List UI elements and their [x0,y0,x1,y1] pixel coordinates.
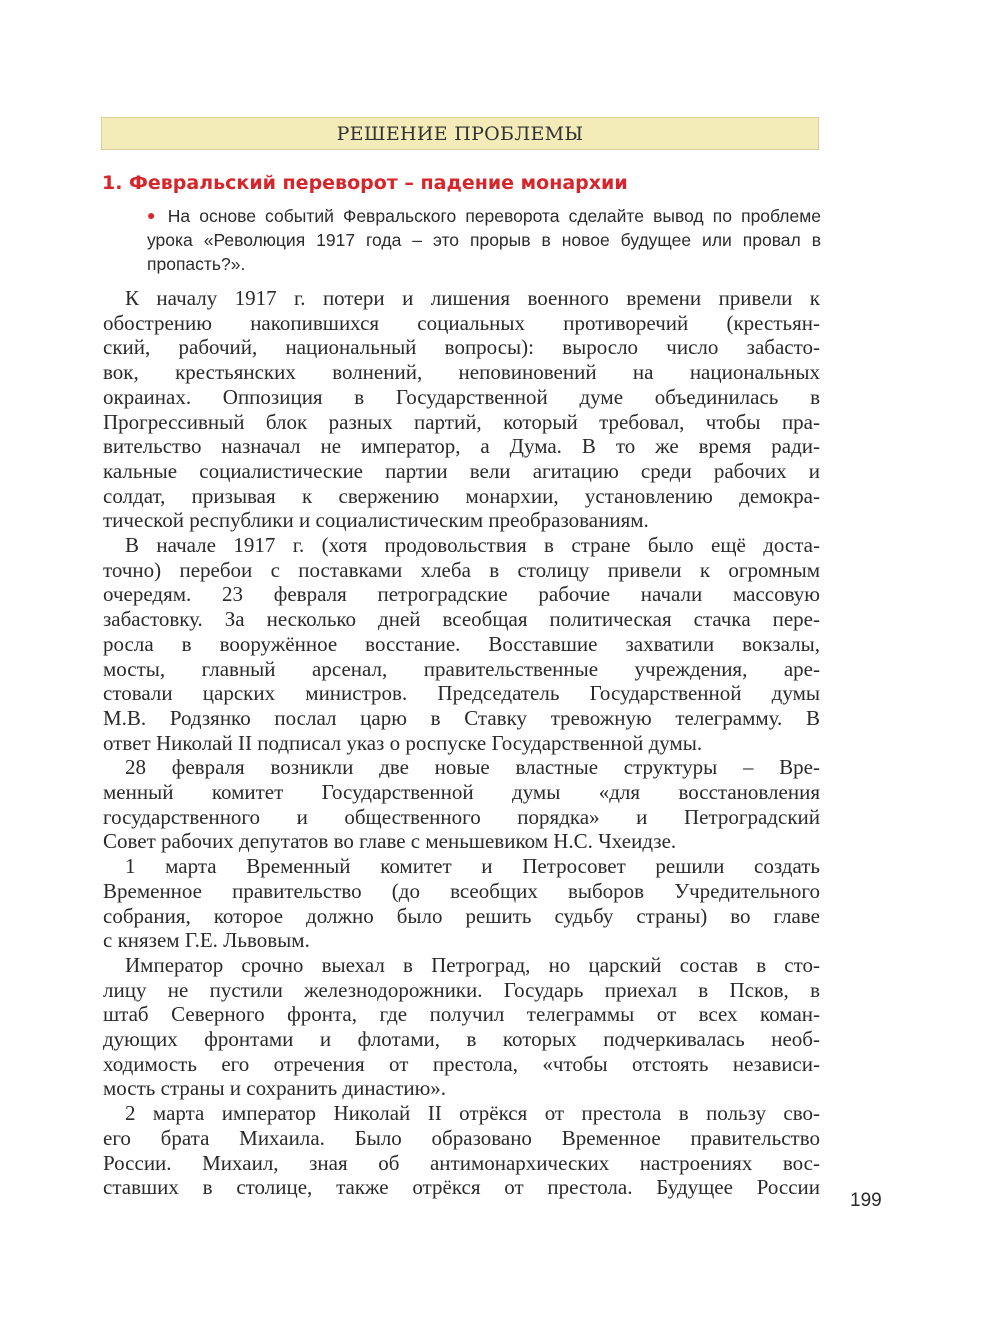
body-line: Император срочно выехал в Петроград, но царский состав в сто- [125,952,820,977]
body-line: 1 марта Временный комитет и Петросовет решили создать [125,854,820,879]
body-line: его брата Михаила. Было образовано Временное правительство [103,1125,820,1150]
body-line: солдат, призывая к свержению монархии, установлению демокра- [103,483,820,508]
body-line: менный комитет Государственной думы «для восстановления [103,780,820,804]
body-line: 2 марта император Николай II отрёкся от престола в пользу сво- [125,1101,820,1126]
body-line: В начале 1917 г. (хотя продовольствия в стране было ещё доста- [125,533,820,557]
body-line: очередям. 23 февраля петроградские рабочие начали массовую [103,582,820,607]
body-line: Временное правительство (до всеобщих выборов Учредительного [103,878,820,903]
task-prompt [147,203,821,276]
body-line: К началу 1917 г. потери и лишения военного времени привели к [125,286,820,310]
task-text: На основе событий Февральского переворота сделайте вывод по проблеме урока «Революция 1917 года – это прорыв в новое будущее или провал в пропасть?». [147,206,821,274]
bullet-icon: ● [147,207,160,223]
body-line: Совет рабочих депутатов во главе с меньшевиком Н.С. Чхеидзе. [103,829,677,854]
body-line: Прогрессивный блок разных партий, который требовал, чтобы пра- [103,409,820,434]
body-line: ходимость его отречения от престола, «чтобы отстоять независи- [103,1051,820,1076]
page-number: 199 [850,1190,882,1211]
banner-title: РЕШЕНИЕ ПРОБЛЕМЫ [336,122,584,145]
body-line: точно) перебои с поставками хлеба в столицу привели к огромным [103,557,820,582]
body-line: лицу не пустили железнодорожники. Государь приехал в Псков, в [103,977,820,1002]
body-line: ответ Николай II подписал указ о роспуске Государственной думы. [103,730,703,755]
body-line: вок, крестьянских волнений, неповиновений на национальных [103,360,820,385]
body-line: росла в вооружённое восстание. Восставшие захватили вокзалы, [103,631,820,656]
body-line: мость страны и сохранить династию». [103,1076,447,1101]
body-line: России. Михаил, зная об антимонархических настроениях вос- [103,1150,820,1175]
body-line: штаб Северного фронта, где получил телеграммы от всех коман- [103,1002,820,1027]
body-line: М.В. Родзянко послал царю в Ставку тревожную телеграмму. В [103,705,820,730]
body-line: вительство назначал не император, а Дума. В то же время ради- [103,434,820,459]
body-line: с князем Г.Е. Львовым. [103,928,310,953]
body-line: обострению накопившихся социальных противоречий (крестьян- [103,310,820,335]
body-line: забастовку. За несколько дней всеобщая политическая стачка пере- [103,607,820,632]
body-line: мосты, главный арсенал, правительственные учреждения, аре- [103,656,820,681]
body-line: ский, рабочий, национальный вопросы): выросло число забасто- [103,335,820,360]
section-title: 1. Февральский переворот – падение монархии [102,172,628,194]
body-line: ставших в столице, также отрёкся от престола. Будущее России [103,1175,820,1200]
body-line: кальные социалистические партии вели агитацию среди рабочих и [103,458,820,483]
body-line: 28 февраля возникли две новые властные структуры – Вре- [125,755,820,780]
body-line: стовали царских министров. Председатель Государственной думы [103,681,820,706]
body-line: собрания, которое должно было решить судьбу страны) во главе [103,903,820,928]
body-line: тической республики и социалистическим преобразованиям. [103,508,649,533]
section-banner [101,117,819,150]
body-line: окраинах. Оппозиция в Государственной думе объединилась в [103,384,820,409]
body-line: государственного и общественного порядка» и Петроградский [103,804,820,829]
body-line: дующих фронтами и флотами, в которых подчеркивалась необ- [103,1027,820,1051]
